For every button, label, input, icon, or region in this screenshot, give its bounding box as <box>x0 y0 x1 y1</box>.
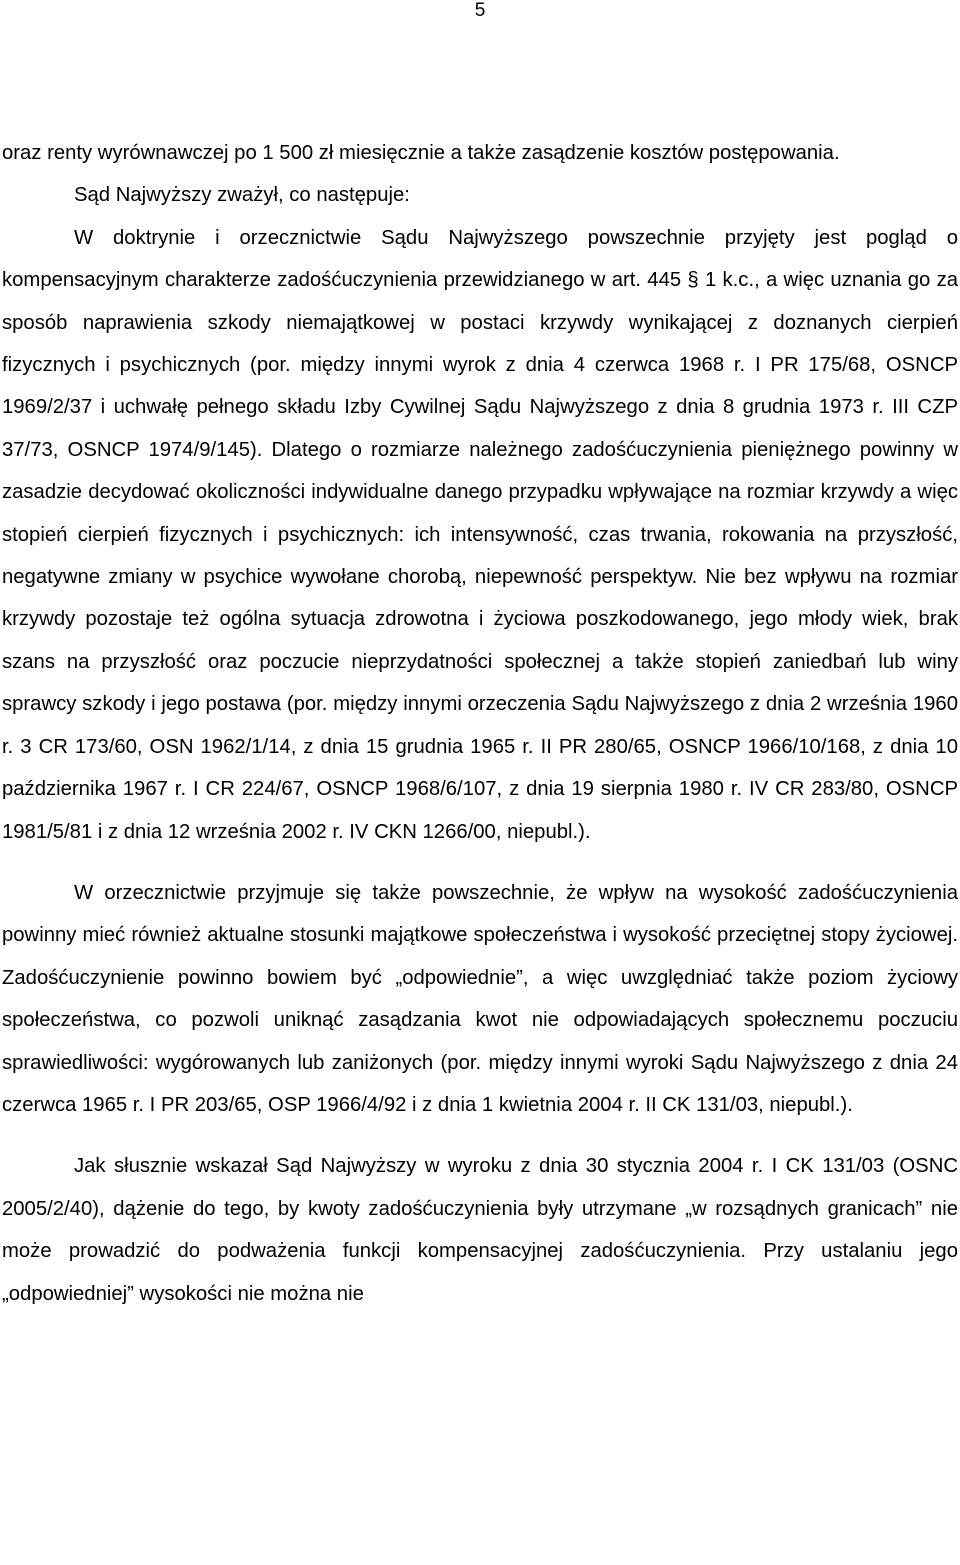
paragraph-property-relations: W orzecznictwie przyjmuje się także powszechnie, że wpływ na wysokość zadośćuczynienia powinny mieć również aktualne stosunki majątkowe społeczeństwa i wysokość przeciętnej stopy życiowej. Zadośćuczynienie powinno bowiem być „odpowiednie”, a więc uwzględniać także poziom życiowy społeczeństwa, co pozwoli uniknąć zasądzania kwot nie odpowiadających społecznemu poczuciu sprawiedliwości: wygórowanych lub zaniżonych (por. między innymi wyroki Sądu Najwyższego z dnia 24 czerwca 1965 r. I PR 203/65, OSP 1966/4/92 i z dnia 1 kwietnia 2004 r. II CK 131/03, niepubl.). <box>2 881 958 1116</box>
paragraph-court-considered: Sąd Najwyższy zważył, co następuje: <box>74 184 410 207</box>
paragraph-claims-continuation: oraz renty wyrównawczej po 1 500 zł miesięcznie a także zasądzenie kosztów postępowania. <box>2 142 840 164</box>
document-body <box>2 132 958 1315</box>
page-number: 5 <box>474 0 486 21</box>
paragraph-compensatory-nature: W doktrynie i orzecznictwie Sądu Najwyższego powszechnie przyjęty jest pogląd o kompensacyjnym charakterze zadośćuczynienia przewidzianego w art. 445 § 1 k.c., a więc uznania go za sposób naprawienia szkody niemajątkowej w postaci krzywdy wynikającej z doznanych cierpień fizycznych i psychicznych (por. między innymi wyrok z dnia 4 czerwca 1968 r. I PR 175/68, OSNCP 1969/2/37 i uchwałę pełnego składu Izby Cywilnej Sądu Najwyższego z dnia 8 grudnia 1973 r. III CZP 37/73, OSNCP 1974/9/145). Dlatego o rozmiarze należnego zadośćuczynienia pieniężnego powinny w zasadzie decydować okoliczności indywidualne danego przypadku wpływające na rozmiar krzywdy a więc stopień cierpień fizycznych i psychicznych: ich intensywność, czas trwania, rokowania na przyszłość, negatywne zmiany w psychice wywołane chorobą, niepewność perspektyw. Nie bez wpływu na rozmiar krzywdy pozostaje też ogólna sytuacja zdrowotna i życiowa poszkodowanego, jego młody wiek, brak szans na przyszłość oraz poczucie nieprzydatności społecznej a także stopień zaniedbań lub winy sprawcy szkody i jego postawa (por. między innymi orzeczenia Sądu Najwyższego z dnia 2 września 1960 r. 3 CR 173/60, OSN 1962/1/14, z dnia 15 grudnia 1965 r. II PR 280/65, OSNCP 1966/10/168, z dnia 10 października 1967 r. I CR 224/67, OSNCP 1968/6/107, z dnia 19 sierpnia 1980 r. IV CR 283/80, OSNCP 1981/5/81 i z dnia 12 września 2002 r. IV CKN 1266/00, niepubl.). <box>2 226 958 843</box>
paragraph-reasonable-limits: Jak słusznie wskazał Sąd Najwyższy w wyroku z dnia 30 stycznia 2004 r. I CK 131/03 (OSNC 2005/2/40), dążenie do tego, by kwoty zadośćuczynienia były utrzymane „w rozsądnych granicach” nie może prowadzić do podważenia funkcji kompensacyjnej zadośćuczynienia. Przy ustalaniu jego „odpowiedniej” wysokości nie można nie <box>2 1155 958 1305</box>
